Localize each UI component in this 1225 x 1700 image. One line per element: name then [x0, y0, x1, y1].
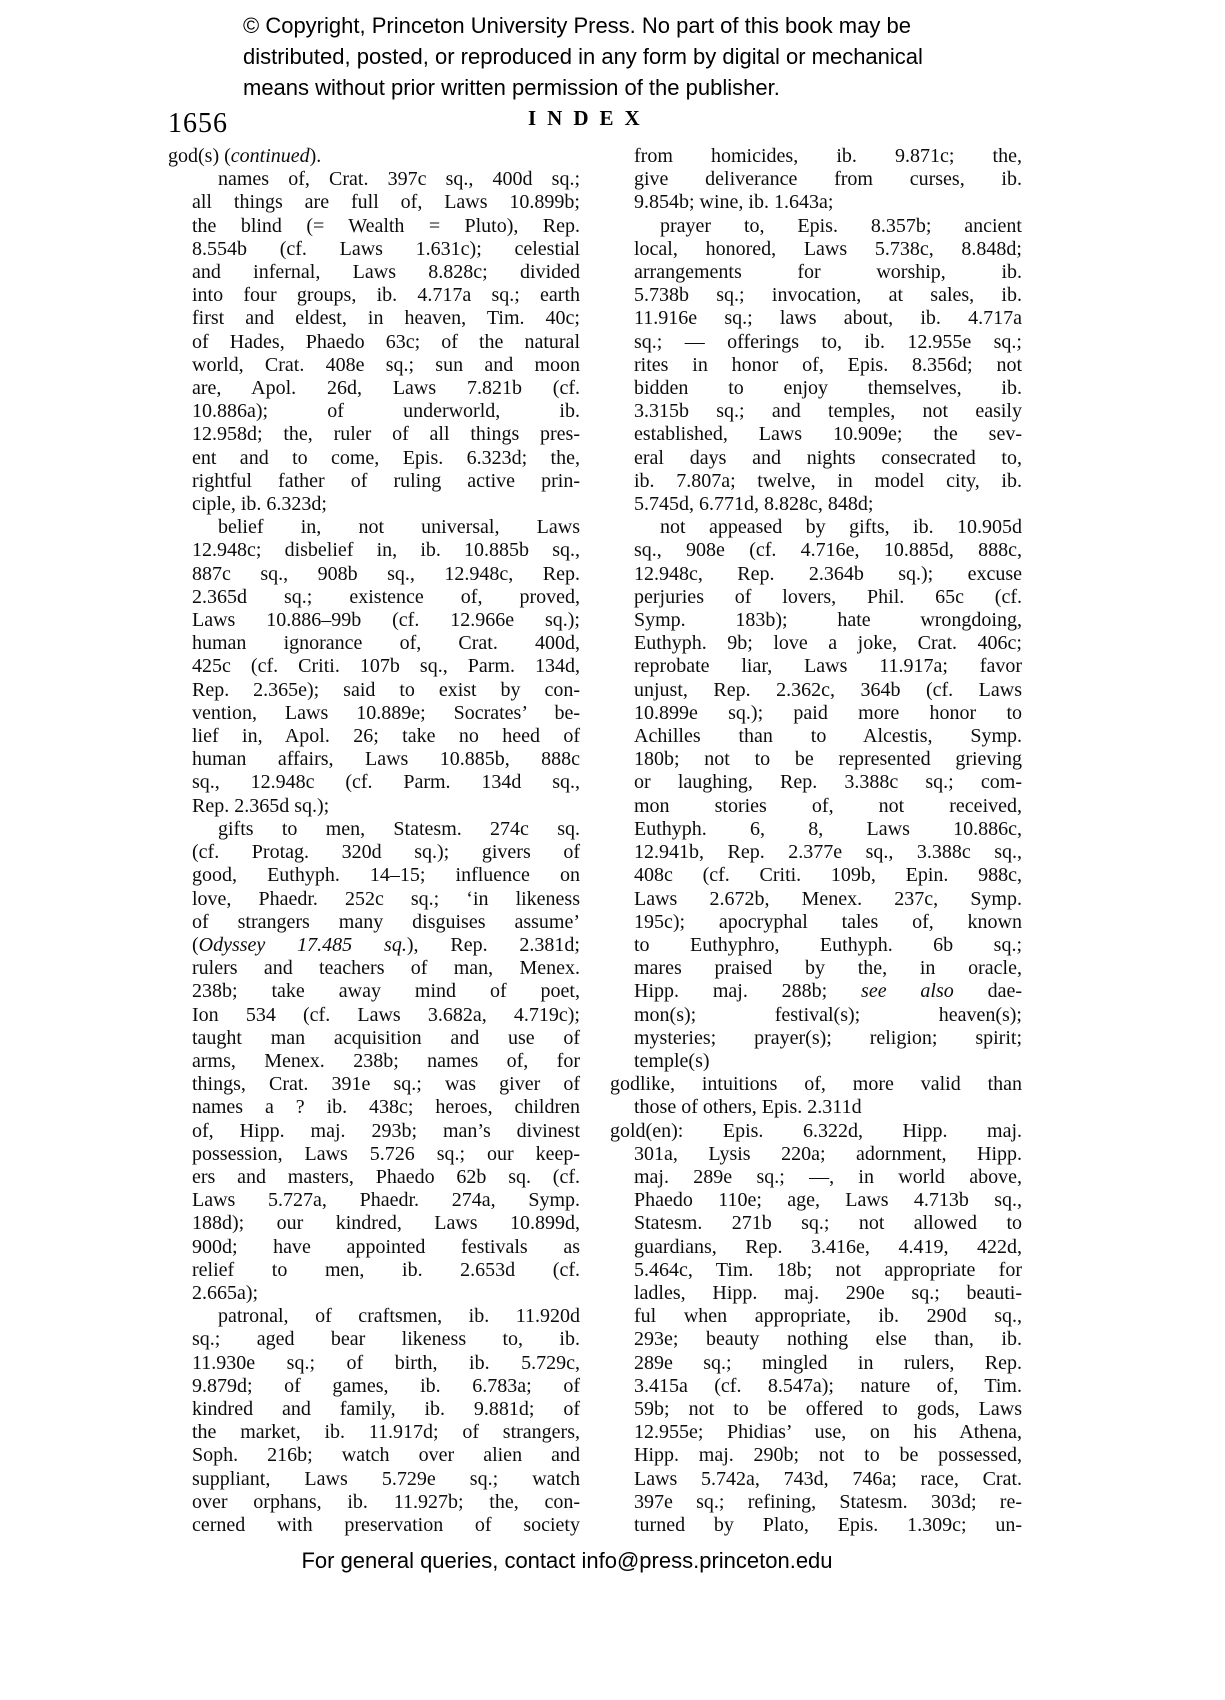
index-line: ib. 7.807a; twelve, in model city, ib.	[634, 469, 1022, 492]
index-line: 3.315b sq.; and temples, not easily	[634, 400, 1022, 423]
index-line: rites in honor of, Epis. 8.356d; not	[634, 353, 1022, 376]
index-line: Rep. 2.365d sq.);	[192, 794, 330, 817]
index-line: 3.415a (cf. 8.547a); nature of, Tim.	[634, 1374, 1022, 1397]
copyright-line: © Copyright, Princeton University Press. No part of this book may be	[243, 13, 911, 38]
index-line: over orphans, ib. 11.927b; the, con-	[192, 1490, 580, 1513]
index-line: sq.; — offerings to, ib. 12.955e sq.;	[634, 330, 1022, 353]
index-line: give deliverance from curses, ib.	[634, 168, 1022, 191]
index-line: the blind (= Wealth = Pluto), Rep.	[192, 214, 580, 237]
index-line: Euthyph. 9b; love a joke, Crat. 406c;	[634, 632, 1022, 655]
index-line: things, Crat. 391e sq.; was giver of	[192, 1073, 580, 1096]
index-line: gifts to men, Statesm. 274c sq.	[218, 817, 580, 840]
index-line: established, Laws 10.909e; the sev-	[634, 423, 1022, 446]
index-line: temple(s)	[634, 1049, 710, 1072]
index-line: 11.930e sq.; of birth, ib. 5.729c,	[192, 1351, 580, 1374]
index-line: 12.955e; Phidias’ use, on his Athena,	[634, 1421, 1022, 1444]
index-line: 887c sq., 908b sq., 12.948c, Rep.	[192, 562, 580, 585]
index-line: or laughing, Rep. 3.388c sq.; com-	[634, 771, 1022, 794]
index-line: rightful father of ruling active prin-	[192, 469, 580, 492]
index-line: those of others, Epis. 2.311d	[634, 1096, 862, 1119]
index-line: sq.; aged bear likeness to, ib.	[192, 1328, 580, 1351]
index-line: are, Apol. 26d, Laws 7.821b (cf.	[192, 377, 580, 400]
index-line: the market, ib. 11.917d; of strangers,	[192, 1421, 580, 1444]
index-line: godlike, intuitions of, more valid than	[610, 1073, 1022, 1096]
index-line: ers and masters, Phaedo 62b sq. (cf.	[192, 1165, 580, 1188]
index-line: guardians, Rep. 3.416e, 4.419, 422d,	[634, 1235, 1022, 1258]
index-line: 180b; not to be represented grieving	[634, 748, 1022, 771]
index-line: 10.886a); of underworld, ib.	[192, 400, 580, 423]
index-line: 900d; have appointed festivals as	[192, 1235, 580, 1258]
index-line: gold(en): Epis. 6.322d, Hipp. maj.	[610, 1119, 1022, 1142]
index-line: maj. 289e sq.; —, in world above,	[634, 1165, 1022, 1188]
footer-contact: For general queries, contact info@press.princeton.edu	[301, 1548, 833, 1573]
index-line: Laws 10.886–99b (cf. 12.966e sq.);	[192, 609, 580, 632]
index-line: human ignorance of, Crat. 400d,	[192, 632, 580, 655]
index-line: Rep. 2.365e); said to exist by con-	[192, 678, 580, 701]
index-line: of Hades, Phaedo 63c; of the natural	[192, 330, 580, 353]
index-line: 188d); our kindred, Laws 10.899d,	[192, 1212, 580, 1235]
index-line: 12.948c; disbelief in, ib. 10.885b sq.,	[192, 539, 580, 562]
index-line: 195c); apocryphal tales of, known	[634, 910, 1022, 933]
index-column-left	[168, 145, 580, 1537]
index-line: 238b; take away mind of poet,	[192, 980, 580, 1003]
index-line: Laws 5.727a, Phaedr. 274a, Symp.	[192, 1189, 580, 1212]
index-line: relief to men, ib. 2.653d (cf.	[192, 1258, 580, 1281]
index-line: 425c (cf. Criti. 107b sq., Parm. 134d,	[192, 655, 580, 678]
index-line: 2.365d sq.; existence of, proved,	[192, 585, 580, 608]
index-line: Ion 534 (cf. Laws 3.682a, 4.719c);	[192, 1003, 580, 1026]
index-line: suppliant, Laws 5.729e sq.; watch	[192, 1467, 580, 1490]
index-line: first and eldest, in heaven, Tim. 40c;	[192, 307, 580, 330]
index-line: of, Hipp. maj. 293b; man’s divinest	[192, 1119, 580, 1142]
index-line: ladles, Hipp. maj. 290e sq.; beauti-	[634, 1281, 1022, 1304]
index-line: kindred and family, ib. 9.881d; of	[192, 1397, 580, 1420]
page-header-title: INDEX	[528, 106, 651, 130]
index-line: belief in, not universal, Laws	[218, 516, 580, 539]
index-line: Statesm. 271b sq.; not allowed to	[634, 1212, 1022, 1235]
index-line: rulers and teachers of man, Menex.	[192, 957, 580, 980]
index-line: 397e sq.; refining, Statesm. 303d; re-	[634, 1490, 1022, 1513]
index-line: from homicides, ib. 9.871c; the,	[634, 145, 1022, 167]
index-line: Achilles than to Alcestis, Symp.	[634, 725, 1022, 748]
index-line: mares praised by the, in oracle,	[634, 957, 1022, 980]
index-line: local, honored, Laws 5.738c, 8.848d;	[634, 237, 1022, 260]
index-line: Hipp. maj. 288b; see also dae-	[634, 980, 1022, 1003]
index-line: 5.464c, Tim. 18b; not appropriate for	[634, 1258, 1022, 1281]
copyright-notice	[243, 10, 923, 103]
index-line: eral days and nights consecrated to,	[634, 446, 1022, 469]
index-line: Laws 5.742a, 743d, 746a; race, Crat.	[634, 1467, 1022, 1490]
index-line: bidden to enjoy themselves, ib.	[634, 377, 1022, 400]
index-line: Hipp. maj. 290b; not to be possessed,	[634, 1444, 1022, 1467]
index-line: patronal, of craftsmen, ib. 11.920d	[218, 1305, 580, 1328]
index-line: Symp. 183b); hate wrongdoing,	[634, 609, 1022, 632]
index-line: perjuries of lovers, Phil. 65c (cf.	[634, 585, 1022, 608]
copyright-line: means without prior written permission of the publisher.	[243, 75, 780, 100]
index-line: 408c (cf. Criti. 109b, Epin. 988c,	[634, 864, 1022, 887]
index-line: arms, Menex. 238b; names of, for	[192, 1049, 580, 1072]
index-line: not appeased by gifts, ib. 10.905d	[660, 516, 1022, 539]
index-line: 12.941b, Rep. 2.377e sq., 3.388c sq.,	[634, 841, 1022, 864]
index-line: names of, Crat. 397c sq., 400d sq.;	[218, 168, 580, 191]
index-line: taught man acquisition and use of	[192, 1026, 580, 1049]
copyright-line: distributed, posted, or reproduced in any form by digital or mechanical	[243, 44, 923, 69]
index-line: 9.854b; wine, ib. 1.643a;	[634, 191, 834, 214]
index-line: of strangers many disguises assume’	[192, 910, 580, 933]
index-line: mysteries; prayer(s); religion; spirit;	[634, 1026, 1022, 1049]
index-line: Soph. 216b; watch over alien and	[192, 1444, 580, 1467]
index-line: and infernal, Laws 8.828c; divided	[192, 261, 580, 284]
index-line: 9.879d; of games, ib. 6.783a; of	[192, 1374, 580, 1397]
index-line: names a ? ib. 438c; heroes, children	[192, 1096, 580, 1119]
index-line: unjust, Rep. 2.362c, 364b (cf. Laws	[634, 678, 1022, 701]
index-line: prayer to, Epis. 8.357b; ancient	[660, 214, 1022, 237]
index-line: ciple, ib. 6.323d;	[192, 493, 327, 516]
index-line: 289e sq.; mingled in rulers, Rep.	[634, 1351, 1022, 1374]
index-line: reprobate liar, Laws 11.917a; favor	[634, 655, 1022, 678]
index-line: mon stories of, not received,	[634, 794, 1022, 817]
index-line: sq., 908e (cf. 4.716e, 10.885d, 888c,	[634, 539, 1022, 562]
index-line: arrangements for worship, ib.	[634, 261, 1022, 284]
index-line: human affairs, Laws 10.885b, 888c	[192, 748, 580, 771]
index-line: to Euthyphro, Euthyph. 6b sq.;	[634, 933, 1022, 956]
index-line: all things are full of, Laws 10.899b;	[192, 191, 580, 214]
index-line: ful when appropriate, ib. 290d sq.,	[634, 1305, 1022, 1328]
index-line: god(s) (continued).	[168, 145, 322, 167]
index-line: turned by Plato, Epis. 1.309c; un-	[634, 1513, 1022, 1536]
index-line: 10.899e sq.); paid more honor to	[634, 701, 1022, 724]
index-line: mon(s); festival(s); heaven(s);	[634, 1003, 1022, 1026]
index-line: ent and to come, Epis. 6.323d; the,	[192, 446, 580, 469]
index-line: (Odyssey 17.485 sq.), Rep. 2.381d;	[192, 933, 580, 956]
index-line: possession, Laws 5.726 sq.; our keep-	[192, 1142, 580, 1165]
index-line: vention, Laws 10.889e; Socrates’ be-	[192, 701, 580, 724]
index-line: 11.916e sq.; laws about, ib. 4.717a	[634, 307, 1022, 330]
index-line: 301a, Lysis 220a; adornment, Hipp.	[634, 1142, 1022, 1165]
index-line: 5.745d, 6.771d, 8.828c, 848d;	[634, 493, 874, 516]
index-line: 5.738b sq.; invocation, at sales, ib.	[634, 284, 1022, 307]
index-line: 293e; beauty nothing else than, ib.	[634, 1328, 1022, 1351]
index-column-right	[610, 145, 1022, 1537]
index-line: into four groups, ib. 4.717a sq.; earth	[192, 284, 580, 307]
index-line: cerned with preservation of society	[192, 1513, 580, 1536]
index-line: sq., 12.948c (cf. Parm. 134d sq.,	[192, 771, 580, 794]
index-line: (cf. Protag. 320d sq.); givers of	[192, 841, 580, 864]
index-line: good, Euthyph. 14–15; influence on	[192, 864, 580, 887]
index-line: Phaedo 110e; age, Laws 4.713b sq.,	[634, 1189, 1022, 1212]
index-line: Laws 2.672b, Menex. 237c, Symp.	[634, 887, 1022, 910]
index-line: Euthyph. 6, 8, Laws 10.886c,	[634, 817, 1022, 840]
index-line: 12.958d; the, ruler of all things pres-	[192, 423, 580, 446]
index-line: love, Phaedr. 252c sq.; ‘in likeness	[192, 887, 580, 910]
index-line: 2.665a);	[192, 1281, 259, 1304]
page-number: 1656	[168, 108, 228, 139]
index-line: lief in, Apol. 26; take no heed of	[192, 725, 580, 748]
index-line: world, Crat. 408e sq.; sun and moon	[192, 353, 580, 376]
index-line: 12.948c, Rep. 2.364b sq.); excuse	[634, 562, 1022, 585]
index-line: 8.554b (cf. Laws 1.631c); celestial	[192, 237, 580, 260]
index-line: 59b; not to be offered to gods, Laws	[634, 1397, 1022, 1420]
